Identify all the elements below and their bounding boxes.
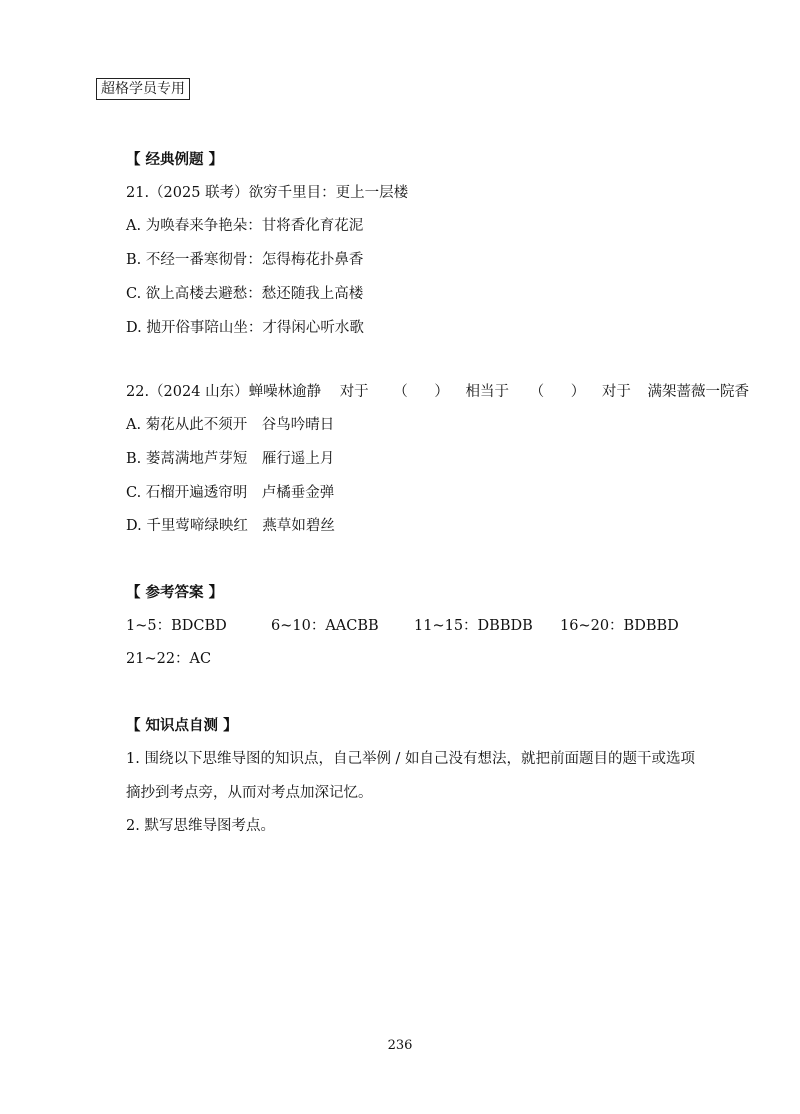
answer-group: 11~15：DBBDB	[414, 618, 533, 634]
q22-option-b: B. 蒌蒿满地芦芽短 雁行遥上月	[126, 451, 335, 467]
selftest-item-2: 2. 默写思维导图考点。	[126, 818, 275, 834]
q22-stem-part: 相当于	[465, 384, 510, 400]
q22-stem	[126, 382, 749, 402]
q21-option-d: D. 抛开俗事陪山坐：才得闲心听水歌	[126, 320, 364, 336]
q22-blank-open: （	[529, 384, 545, 400]
q22-blank-open: （	[393, 384, 408, 400]
q22-option-d: D. 千里莺啼绿映红 燕草如碧丝	[126, 518, 335, 534]
q21-option-c: C. 欲上高楼去避愁：愁还随我上高楼	[126, 286, 364, 302]
q22-option-a: A. 菊花从此不须开 谷鸟吟晴日	[126, 417, 335, 433]
answer-group: 21~22：AC	[126, 651, 212, 667]
selftest-item-1-cont: 摘抄到考点旁，从而对考点加深记忆。	[126, 785, 373, 801]
q22-stem-part: 满架蔷薇一院香	[647, 384, 749, 400]
q22-blank-close: ）	[570, 384, 586, 400]
answer-group: 6~10：AACBB	[271, 618, 379, 634]
q22-stem-part: 对于	[339, 384, 369, 400]
answer-group: 1~5：BDCBD	[126, 618, 227, 634]
q22-stem-part: 对于	[601, 384, 631, 400]
q22-option-c: C. 石榴开遍透帘明 卢橘垂金弹	[126, 485, 335, 501]
selftest-item-1: 1. 围绕以下思维导图的知识点，自己举例 / 如自己没有想法，就把前面题目的题干或选项	[126, 751, 696, 767]
q21-option-b: B. 不经一番寒彻骨：怎得梅花扑鼻香	[126, 252, 364, 268]
answer-group: 16~20：BDBBD	[560, 618, 679, 634]
q22-blank-close: ）	[434, 384, 449, 400]
q21-option-a: A. 为唤春来争艳朵：甘将香化育花泥	[126, 218, 364, 234]
q22-stem-part: 22.（2024 山东）蝉噪林逾静	[126, 384, 322, 400]
student-only-tag: 超格学员专用	[96, 78, 190, 100]
examples-heading: 【 经典例题 】	[126, 152, 224, 168]
selftest-heading: 【 知识点自测 】	[126, 718, 238, 734]
page-number: 236	[387, 1038, 413, 1053]
answers-row	[126, 616, 726, 636]
answers-heading: 【 参考答案 】	[126, 585, 224, 601]
q21-stem: 21.（2025 联考）欲穷千里目：更上一层楼	[126, 185, 409, 201]
